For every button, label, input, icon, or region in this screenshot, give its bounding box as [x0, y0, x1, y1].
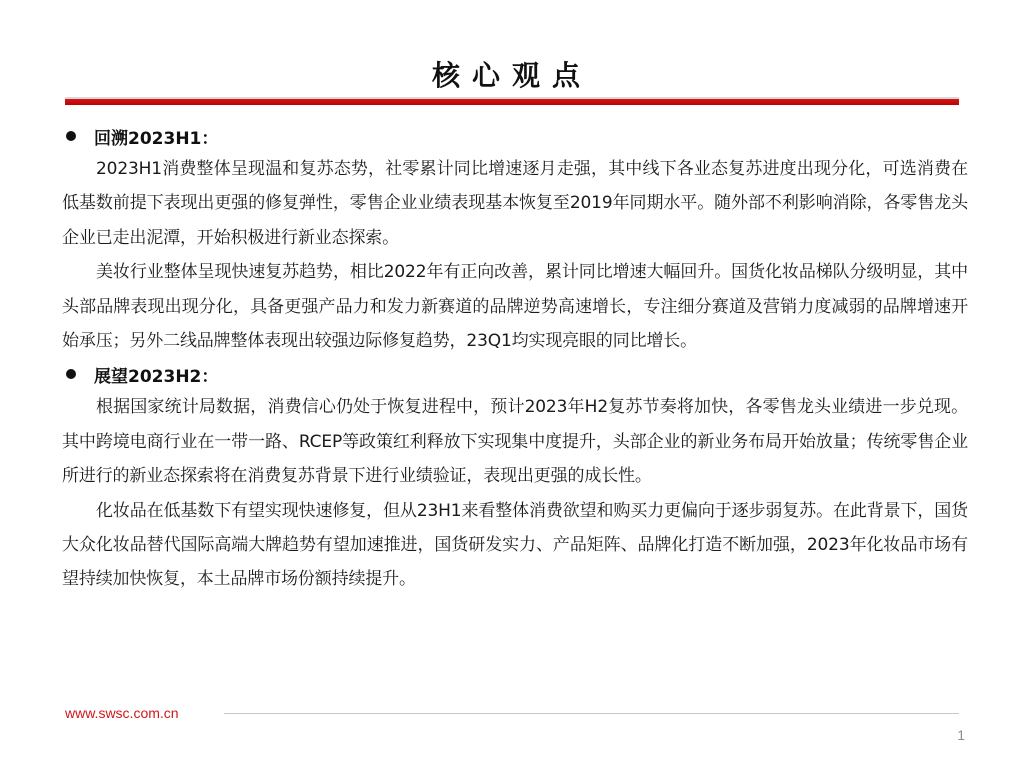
page-title: 核心观点 [431, 59, 592, 92]
content-body [62, 120, 968, 597]
page-number: 1 [957, 727, 965, 743]
section-heading-text: 回溯2023H1： [94, 128, 219, 149]
paragraph-consumption-review: 2023H1消费整体呈现温和复苏态势，社零累计同比增速逐月走强，其中线下各业态复苏进度出现分化，可选消费在低基数前提下表现出更强的修复弹性，零售企业业绩表现基本恢复至2019年同期水平。随外部不利影响消除，各零售龙头企业已走出泥潭，开始积极进行新业态探索。 [62, 159, 968, 248]
footer-website-link[interactable]: www.swsc.com.cn [65, 705, 179, 721]
paragraph-cosmetics-outlook: 化妆品在低基数下有望实现快速修复，但从23H1来看整体消费欲望和购买力更偏向于逐步弱复苏。在此背景下，国货大众化妆品替代国际高端大牌趋势有望加速推进，国货研发实力、产品矩阵、品牌化打造不断加强，2023年化妆品市场有望持续加快恢复，本土品牌市场份额持续提升。 [62, 500, 968, 590]
section-heading-outlook [62, 358, 968, 390]
footer-divider [224, 713, 959, 714]
paragraph-cosmetics-review: 美妆行业整体呈现快速复苏趋势，相比2022年有正向改善，累计同比增速大幅回升。国货化妆品梯队分级明显，其中头部品牌表现出现分化，具备更强产品力和发力新赛道的品牌逆势高速增长，专注细分赛道及营销力度减弱的品牌增速开始承压；另外二线品牌整体表现出较强边际修复趋势，23Q1均实现亮眼的同比增长。 [62, 262, 968, 352]
paragraph-consumption-outlook: 根据国家统计局数据，消费信心仍处于恢复进程中，预计2023年H2复苏节奏将加快，各零售龙头业绩进一步兑现。其中跨境电商行业在一带一路、RCEP等政策红利释放下实现集中度提升，头部企业的新业务布局开始放量；传统零售企业所进行的新业态探索将在消费复苏背景下进行业绩验证，表现出更强的成长性。 [62, 397, 968, 487]
title-divider [65, 97, 959, 105]
bullet-icon [66, 369, 76, 379]
bullet-icon [66, 131, 76, 141]
section-heading-text: 展望2023H2： [94, 366, 219, 387]
section-heading-review [62, 120, 968, 152]
